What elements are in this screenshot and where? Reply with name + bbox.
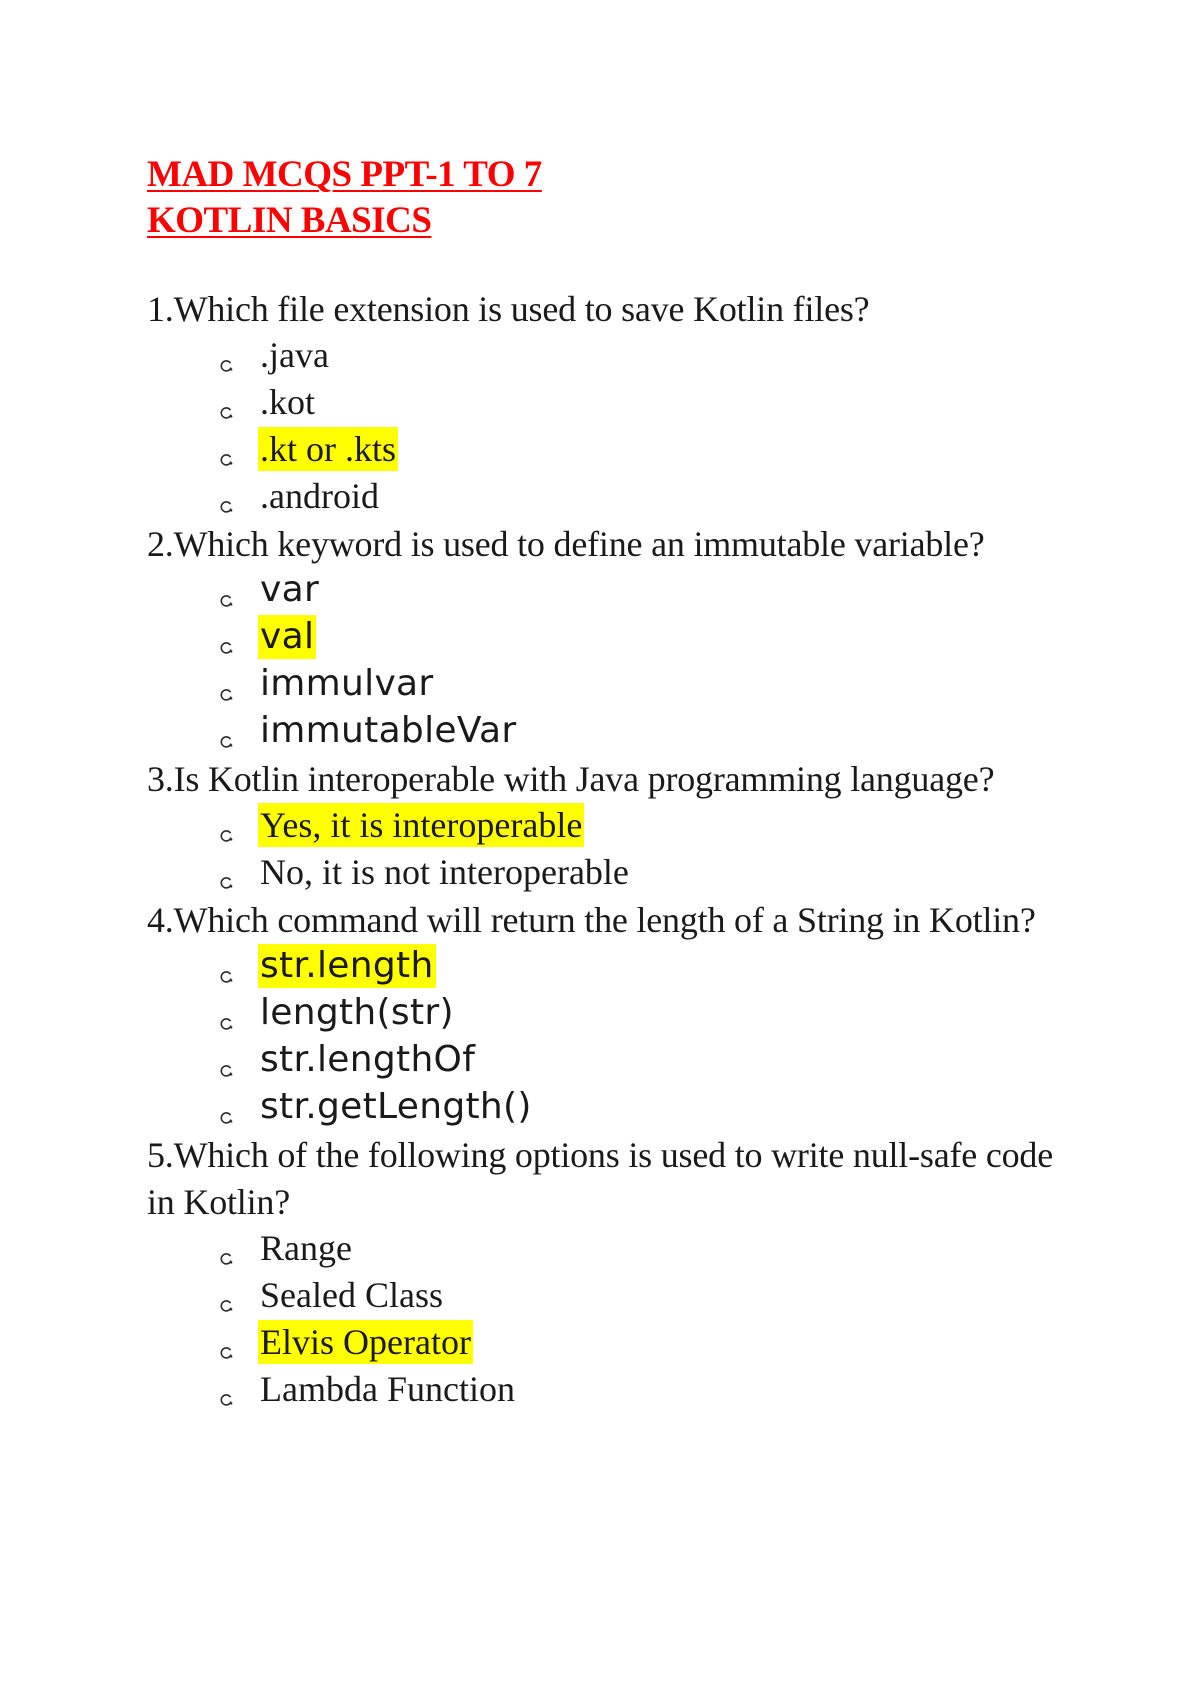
option-text: Yes, it is interoperable [260, 805, 583, 845]
question-block [147, 286, 1067, 521]
option-item [222, 850, 1067, 897]
question-block [147, 1132, 1067, 1414]
option-item-correct [222, 1320, 1067, 1367]
circle-bullet-icon [219, 486, 233, 500]
circle-bullet-icon [219, 580, 233, 594]
heading-line-2: KOTLIN BASICS [147, 200, 432, 241]
circle-bullet-icon [219, 1238, 233, 1252]
option-item [222, 1226, 1067, 1273]
option-text: var [260, 569, 320, 610]
circle-bullet-icon [219, 345, 233, 359]
option-item [222, 1367, 1067, 1414]
option-text: str.length [260, 945, 434, 986]
option-item [222, 1273, 1067, 1320]
document-heading [147, 152, 1067, 244]
circle-bullet-icon [219, 674, 233, 688]
question-text: 3.Is Kotlin interoperable with Java programming language? [147, 759, 995, 799]
option-text: Range [260, 1228, 352, 1268]
circle-bullet-icon [219, 1285, 233, 1299]
option-text: immulvar [260, 663, 434, 704]
circle-bullet-icon [219, 721, 233, 735]
option-item-correct [222, 944, 1067, 991]
circle-bullet-icon [219, 392, 233, 406]
option-text: Elvis Operator [260, 1322, 471, 1362]
option-list [147, 333, 1067, 521]
option-text: val [260, 616, 315, 657]
question-text: 1.Which file extension is used to save Kotlin files? [147, 289, 870, 329]
document-page [147, 152, 1067, 1414]
option-item-correct [222, 615, 1067, 662]
option-text: No, it is not interoperable [260, 852, 629, 892]
option-item [222, 1085, 1067, 1132]
option-item-correct [222, 803, 1067, 850]
option-text: str.getLength() [260, 1086, 532, 1127]
option-text: Lambda Function [260, 1369, 515, 1409]
option-text: .kot [260, 382, 316, 422]
option-item [222, 380, 1067, 427]
option-item [222, 474, 1067, 521]
circle-bullet-icon [219, 439, 233, 453]
circle-bullet-icon [219, 627, 233, 641]
circle-bullet-icon [219, 1379, 233, 1393]
heading-line-1: MAD MCQS PPT-1 TO 7 [147, 154, 542, 195]
circle-bullet-icon [219, 956, 233, 970]
option-list [147, 944, 1067, 1132]
option-item [222, 1038, 1067, 1085]
option-list [147, 1226, 1067, 1414]
question-block [147, 521, 1067, 756]
circle-bullet-icon [219, 862, 233, 876]
option-item [222, 991, 1067, 1038]
option-item [222, 662, 1067, 709]
question-list [147, 286, 1067, 1414]
option-list [147, 803, 1067, 897]
question-block [147, 756, 1067, 897]
option-item-correct [222, 427, 1067, 474]
option-text: .kt or .kts [260, 429, 397, 469]
option-list [147, 568, 1067, 756]
option-item [222, 333, 1067, 380]
circle-bullet-icon [219, 1050, 233, 1064]
circle-bullet-icon [219, 1097, 233, 1111]
heading-spacer [147, 244, 1067, 286]
circle-bullet-icon [219, 1003, 233, 1017]
option-item [222, 568, 1067, 615]
option-text: length(str) [260, 992, 454, 1033]
question-text: 4.Which command will return the length of a String in Kotlin? [147, 900, 1036, 940]
option-text: immutableVar [260, 710, 517, 751]
option-text: Sealed Class [260, 1275, 443, 1315]
question-text: 5.Which of the following options is used to write null-safe code in Kotlin? [147, 1135, 1054, 1222]
option-text: str.lengthOf [260, 1039, 476, 1080]
circle-bullet-icon [219, 1332, 233, 1346]
question-text: 2.Which keyword is used to define an immutable variable? [147, 524, 985, 564]
circle-bullet-icon [219, 815, 233, 829]
option-text: .android [260, 476, 379, 516]
question-block [147, 897, 1067, 1132]
option-text: .java [260, 335, 329, 375]
option-item [222, 709, 1067, 756]
